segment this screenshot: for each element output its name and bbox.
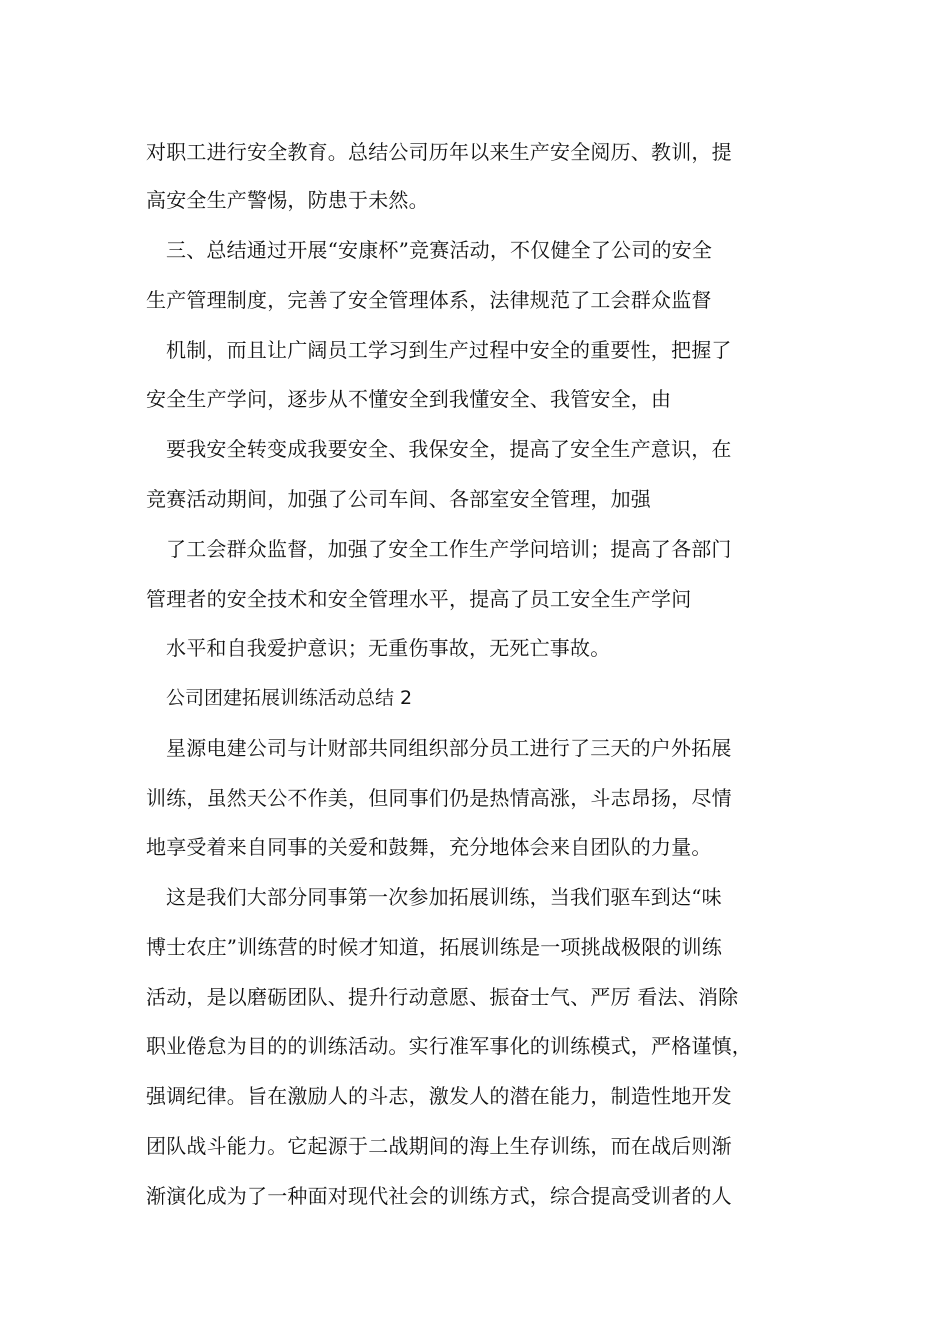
text-line-19: 职业倦怠为目的的训练活动。实行准军事化的训练模式，严格谨慎， [146,1034,752,1058]
text-line-16: 这是我们大部分同事第一次参加拓展训练，当我们驱车到达“味 [166,885,722,909]
text-line-13: 星源电建公司与计财部共同组织部分员工进行了三天的户外拓展 [166,736,732,760]
text-line-14: 训练，虽然天公不作美，但同事们仍是热情高涨，斗志昂扬，尽情 [146,786,732,810]
text-line-21: 团队战斗能力。它起源于二战期间的海上生存训练，而在战后则渐 [146,1134,732,1158]
text-line-6: 安全生产学问，逐步从不懂安全到我懂安全、我管安全，由 [146,387,672,411]
text-line-10: 管理者的安全技术和安全管理水平，提高了员工安全生产学问 [146,587,692,611]
text-line-8: 竞赛活动期间，加强了公司车间、各部室安全管理，加强 [146,487,651,511]
text-line-1: 对职工进行安全教育。总结公司历年以来生产安全阅历、教训，提 [146,140,732,164]
text-line-22: 渐演化成为了一种面对现代社会的训练方式，综合提高受训者的人 [146,1184,732,1208]
text-line-7: 要我安全转变成我要安全、我保安全，提高了安全生产意识，在 [166,437,732,461]
text-line-4: 生产管理制度，完善了安全管理体系，法律规范了工会群众监督 [146,288,712,312]
section-heading: 公司团建拓展训练活动总结 2 [166,687,413,709]
text-line-11: 水平和自我爱护意识；无重伤事故，无死亡事故。 [166,636,611,660]
text-line-20: 强调纪律。旨在激励人的斗志，激发人的潜在能力，制造性地开发 [146,1084,732,1108]
text-line-9: 了工会群众监督，加强了安全工作生产学问培训；提高了各部门 [166,537,732,561]
text-line-3: 三、总结通过开展“安康杯”竞赛活动，不仅健全了公司的安全 [166,238,713,262]
text-line-5: 机制，而且让广阔员工学习到生产过程中安全的重要性，把握了 [166,338,732,362]
text-line-17: 博士农庄”训练营的时候才知道，拓展训练是一项挑战极限的训练 [146,935,723,959]
text-line-15: 地享受着来自同事的关爱和鼓舞，充分地体会来自团队的力量。 [146,835,712,859]
text-line-2: 高安全生产警惕，防患于未然。 [146,188,429,212]
text-line-18: 活动，是以磨砺团队、提升行动意愿、振奋士气、严厉 看法、消除 [146,985,739,1009]
